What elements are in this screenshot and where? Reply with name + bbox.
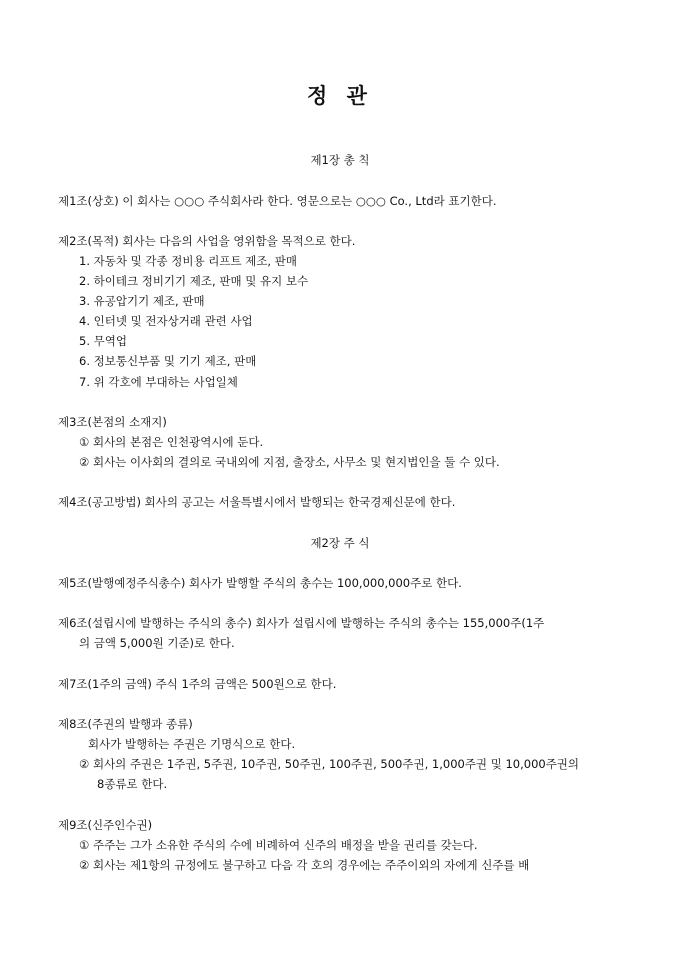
article-2-item: 3. 유공압기기 제조, 판매 [79, 294, 205, 308]
article-2-item: 4. 인터넷 및 전자상거래 관련 사업 [79, 314, 253, 328]
article-7: 제7조(1주의 금액) 주식 1주의 금액은 500원으로 한다. [58, 677, 337, 691]
article-4: 제4조(공고방법) 회사의 공고는 서울특별시에서 발행되는 한국경제신문에 한다. [58, 495, 456, 509]
article-8-item-1: 회사가 발행하는 주권은 기명식으로 한다. [88, 737, 296, 751]
article-9-item-1: ① 주주는 그가 소유한 주식의 수에 비례하여 신주의 배정을 받을 권리를 갖는다. [79, 838, 478, 852]
article-3-item: ① 회사의 본점은 인천광역시에 둔다. [79, 435, 264, 449]
article-9-heading: 제9조(신주인수권) [58, 818, 153, 832]
article-2-item: 1. 자동차 및 각종 정비용 리프트 제조, 판매 [79, 254, 297, 268]
article-8-item-2-line-2: 8종류로 한다. [97, 777, 168, 791]
article-6-line-2: 의 금액 5,000원 기준)로 한다. [79, 636, 235, 650]
article-8-heading: 제8조(주권의 발행과 종류) [58, 717, 193, 731]
article-2-item: 6. 정보통신부품 및 기기 제조, 판매 [79, 354, 257, 368]
article-5: 제5조(발행예정주식총수) 회사가 발행할 주식의 총수는 100,000,000주로 한다. [58, 576, 462, 590]
article-2-heading: 제2조(목적) 회사는 다음의 사업을 영위함을 목적으로 한다. [58, 234, 356, 248]
article-2-item: 5. 무역업 [79, 334, 127, 348]
chapter-1-heading: 제1장 총 칙 [310, 153, 370, 167]
article-2-item: 7. 위 각호에 부대하는 사업일체 [79, 375, 238, 389]
article-8-item-2-line-1: ② 회사의 주권은 1주권, 5주권, 10주권, 50주권, 100주권, 500주권, 1,000주권 및 10,000주권의 [79, 757, 580, 771]
article-3-item: ② 회사는 이사회의 결의로 국내외에 지점, 출장소, 사무소 및 현지법인을 둘 수 있다. [79, 455, 500, 469]
article-2-item: 2. 하이테크 정비기기 제조, 판매 및 유지 보수 [79, 274, 309, 288]
article-3-heading: 제3조(본점의 소재지) [58, 415, 167, 429]
chapter-2-heading: 제2장 주 식 [310, 536, 370, 550]
article-1: 제1조(상호) 이 회사는 ○○○ 주식회사라 한다. 영문으로는 ○○○ Co., Ltd라 표기한다. [58, 194, 497, 208]
article-6-line-1: 제6조(설립시에 발행하는 주식의 총수) 회사가 설립시에 발행하는 주식의 총수는 155,000주(1주 [58, 616, 545, 630]
article-9-item-2: ② 회사는 제1항의 규정에도 불구하고 다음 각 호의 경우에는 주주이외의 자에게 신주를 배 [79, 858, 530, 872]
document-title: 정 관 [307, 83, 373, 108]
